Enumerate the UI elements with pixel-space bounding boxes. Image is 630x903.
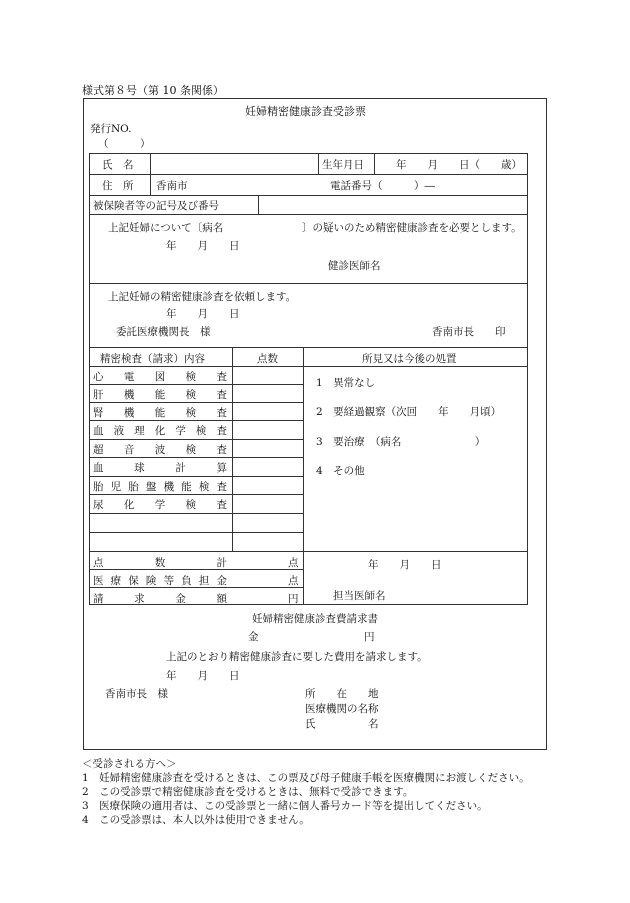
- insurance-field[interactable]: [262, 197, 522, 212]
- invoice-date[interactable]: 年 月 日: [166, 670, 240, 682]
- insurance-copay-unit: 点: [288, 575, 299, 587]
- note-2: 2 この受診票で精密健康診査を受けるときは、無料で受診できます。: [82, 786, 414, 798]
- city-request-text: 上記妊婦の精密健康診査を依頼します。: [108, 291, 297, 303]
- invoice-name-label: 氏 名: [305, 718, 379, 730]
- points-cell[interactable]: [234, 386, 301, 401]
- note-1: 1 妊婦精密健康診査を受けるときは、この票及び母子健康手帳を医療機関にお渡しください。: [82, 772, 530, 784]
- exam-row-urine: 尿 化 学 検 査: [93, 499, 227, 511]
- address-label: 住 所: [102, 180, 134, 192]
- exam-row-kidney: 腎 機 能 検 査: [93, 407, 227, 419]
- exam-row-blood-count: 血 球 計 算: [93, 462, 227, 474]
- issue-no-paren[interactable]: （ ）: [98, 138, 151, 150]
- name-label: 氏 名: [102, 159, 134, 171]
- total-points-unit: 点: [288, 557, 299, 569]
- totals-date[interactable]: 年 月 日: [368, 559, 442, 571]
- exam-row-ecg: 心 電 図 検 査: [93, 371, 227, 383]
- billing-amount-label: 請 求 金 額: [93, 593, 227, 605]
- findings-header: 所見又は今後の処置: [362, 353, 457, 365]
- city-request-from: 香南市長 印: [432, 326, 506, 338]
- note-4: 4 この受診票は、本人以外は使用できません。: [82, 814, 310, 826]
- billing-amount-field[interactable]: [234, 590, 284, 604]
- total-points-field[interactable]: [234, 554, 284, 568]
- city-request-date[interactable]: 年 月 日: [166, 308, 240, 320]
- exam-row-fetal: 胎 児 胎 盤 機 能 検 査: [93, 481, 227, 493]
- doctor-request-text-b: 〕の疑いのため精密健康診査を必要とします。: [302, 222, 522, 234]
- total-points-label: 点 数 計: [93, 557, 227, 569]
- billing-amount-unit: 円: [288, 593, 299, 605]
- invoice-text: 上記のとおり精密健康診査に要した費用を請求します。: [166, 651, 428, 663]
- name-field[interactable]: [160, 156, 310, 172]
- invoice-amount-field[interactable]: [262, 627, 362, 643]
- doctor-signature-label: 健診医師名: [328, 260, 381, 272]
- invoice-institution-label: 医療機関の名称: [305, 703, 379, 715]
- points-cell[interactable]: [234, 404, 301, 419]
- points-header: 点数: [257, 353, 278, 365]
- points-cell[interactable]: [234, 368, 301, 383]
- form-number: 様式第８号（第 10 条関係）: [82, 84, 224, 97]
- issue-no-label: 発行NO.: [90, 123, 132, 135]
- points-cell[interactable]: [234, 459, 301, 474]
- invoice-address-label: 所 在 地: [305, 688, 379, 700]
- phone-field[interactable]: 電話番号（ ）―: [330, 180, 435, 192]
- finding-1[interactable]: 1 異常なし: [316, 377, 376, 389]
- points-cell[interactable]: [234, 478, 301, 493]
- address-field[interactable]: 香南市: [156, 180, 188, 192]
- invoice-title: 妊婦精密健康診査費請求書: [252, 613, 378, 625]
- insurance-label: 被保険者等の記号及び番号: [93, 200, 219, 212]
- doctor-request-date[interactable]: 年 月 日: [166, 240, 240, 252]
- city-request-to: 委託医療機関長 様: [116, 326, 211, 338]
- doctor-request-text-a: 上記妊婦について〔病名: [108, 222, 224, 234]
- notes-heading: ＜受診される方へ＞: [82, 758, 177, 770]
- exam-row-blood-chem: 血 液 理 化 学 検 査: [93, 425, 227, 437]
- insurance-copay-label: 医 療 保 険 等 負 担 金: [93, 575, 227, 587]
- exam-row-ultrasound: 超 音 波 検 査: [93, 444, 227, 456]
- doctor-in-charge-label: 担当医師名: [333, 590, 386, 602]
- insurance-copay-field[interactable]: [234, 572, 284, 586]
- exam-header: 精密検査（請求）内容: [100, 353, 205, 365]
- points-cell[interactable]: [234, 496, 301, 511]
- invoice-to: 香南市長 様: [105, 688, 168, 700]
- exam-row-liver: 肝 機 能 検 査: [93, 389, 227, 401]
- invoice-amount-label: 金: [248, 631, 259, 643]
- dob-field[interactable]: 年 月 日（ 歳）: [396, 159, 522, 171]
- note-3: 3 医療保険の適用者は、この受診票と一緒に個人番号カード等を提出してください。: [82, 800, 488, 812]
- points-cell[interactable]: [234, 441, 301, 456]
- points-cell[interactable]: [234, 422, 301, 437]
- finding-3[interactable]: 3 要治療 （病名 ）: [316, 436, 486, 448]
- disease-name-field[interactable]: [246, 218, 302, 234]
- finding-4[interactable]: 4 その他: [316, 465, 365, 477]
- form-title: 妊婦精密健康診査受診票: [245, 105, 366, 118]
- dob-label: 生年月日: [322, 159, 364, 171]
- invoice-amount-unit: 円: [364, 631, 375, 643]
- finding-2[interactable]: 2 要経過観察（次回 年 月頃）: [316, 406, 502, 418]
